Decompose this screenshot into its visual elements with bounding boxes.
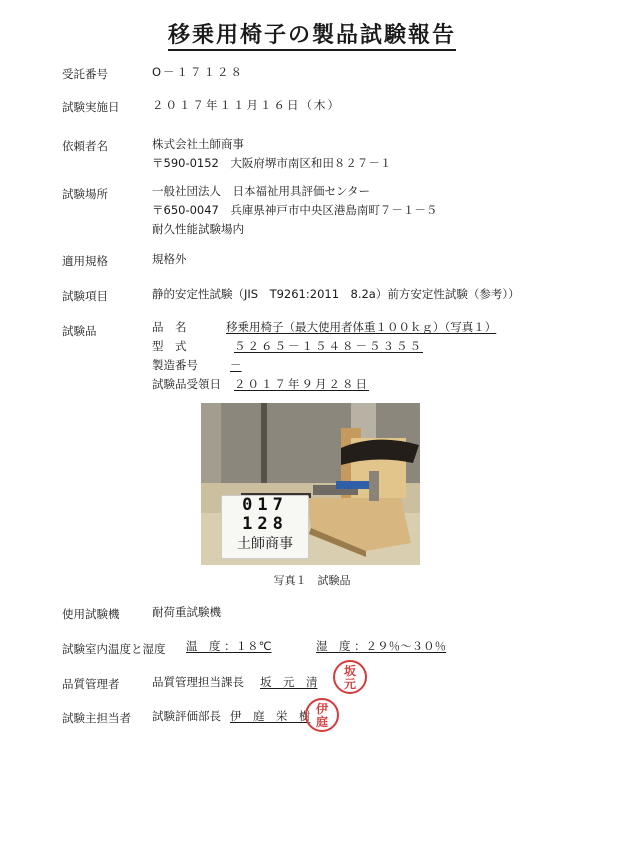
humidity-value: ：２９％～３０％ [354, 639, 447, 653]
sample-serial-value: － [230, 358, 242, 372]
standard-value: 規格外 [152, 252, 187, 266]
card-line1: 017 [242, 495, 288, 515]
environment-label: 試験室内温度と湿度 [62, 642, 166, 656]
receipt-label: 受託番号 [62, 67, 108, 81]
sample-serial-label: 製造番号 [152, 358, 198, 372]
sample-name-value: 移乗用椅子（最大使用者体重１００ｋｇ）（写真１） [226, 320, 497, 334]
sample-label: 試験品 [62, 324, 97, 338]
temp-value: ：１８℃ [224, 639, 272, 653]
humidity-block [316, 637, 446, 656]
sample-model-value: ５２６５－１５４８－５３５５ [234, 339, 423, 353]
lead-name: 伊 庭 栄 樹 [230, 709, 311, 723]
temp-label: 温 度 [186, 639, 221, 653]
report-title: 移乗用椅子の製品試験報告 [0, 18, 624, 49]
date-label: 試験実施日 [62, 100, 120, 114]
sample-model-label: 型 式 [152, 339, 187, 353]
sample-received-value: ２０１７年９月２８日 [234, 377, 369, 391]
client-name: 株式会社土師商事 [152, 137, 244, 151]
client-label: 依頼者名 [62, 139, 108, 153]
date-value: ２０１７年１１月１６日（木） [152, 98, 341, 112]
qa-name: 坂 元 清 [260, 675, 318, 689]
photo-caption: 写真１ 試験品 [273, 574, 351, 587]
card-line3: 土師商事 [237, 536, 293, 552]
sample-received-label: 試験品受領日 [152, 377, 221, 391]
items-value: 静的安定性試験（JIS T9261:2011 8.2a）前方安定性試験（参考）） [152, 287, 520, 301]
sample-id-card [221, 495, 309, 559]
lead-title: 試験評価部長 [152, 709, 221, 723]
venue-block [152, 182, 437, 239]
qa-title: 品質管理担当課長 [152, 675, 244, 689]
venue-address: 〒650-0047 兵庫県神戸市中央区港島南町７－１－５ [152, 203, 438, 217]
humidity-label: 湿 度 [316, 639, 351, 653]
qa-seal-stamp: 坂元 [333, 660, 367, 694]
temp-block [186, 637, 272, 656]
venue-label: 試験場所 [62, 187, 108, 201]
sample-photo [201, 403, 420, 565]
lead-seal-stamp: 伊庭 [305, 698, 339, 732]
qa-label: 品質管理者 [62, 677, 120, 691]
venue-room: 耐久性能試験場内 [152, 222, 244, 236]
sample-name-label: 品 名 [152, 320, 187, 334]
sample-block [152, 318, 496, 394]
machine-label: 使用試験機 [62, 607, 120, 621]
receipt-value: O－１７１２８ [152, 65, 245, 79]
items-label: 試験項目 [62, 289, 108, 303]
client-address: 〒590-0152 大阪府堺市南区和田８２７－１ [152, 156, 392, 170]
lead-label: 試験主担当者 [62, 711, 131, 725]
standard-label: 適用規格 [62, 254, 108, 268]
qa-block [152, 673, 318, 692]
client-block [152, 135, 391, 173]
lead-block [152, 707, 311, 726]
card-line2: 128 [242, 514, 288, 534]
venue-org: 一般社団法人 日本福祉用具評価センター [152, 184, 371, 198]
machine-value: 耐荷重試験機 [152, 605, 221, 619]
